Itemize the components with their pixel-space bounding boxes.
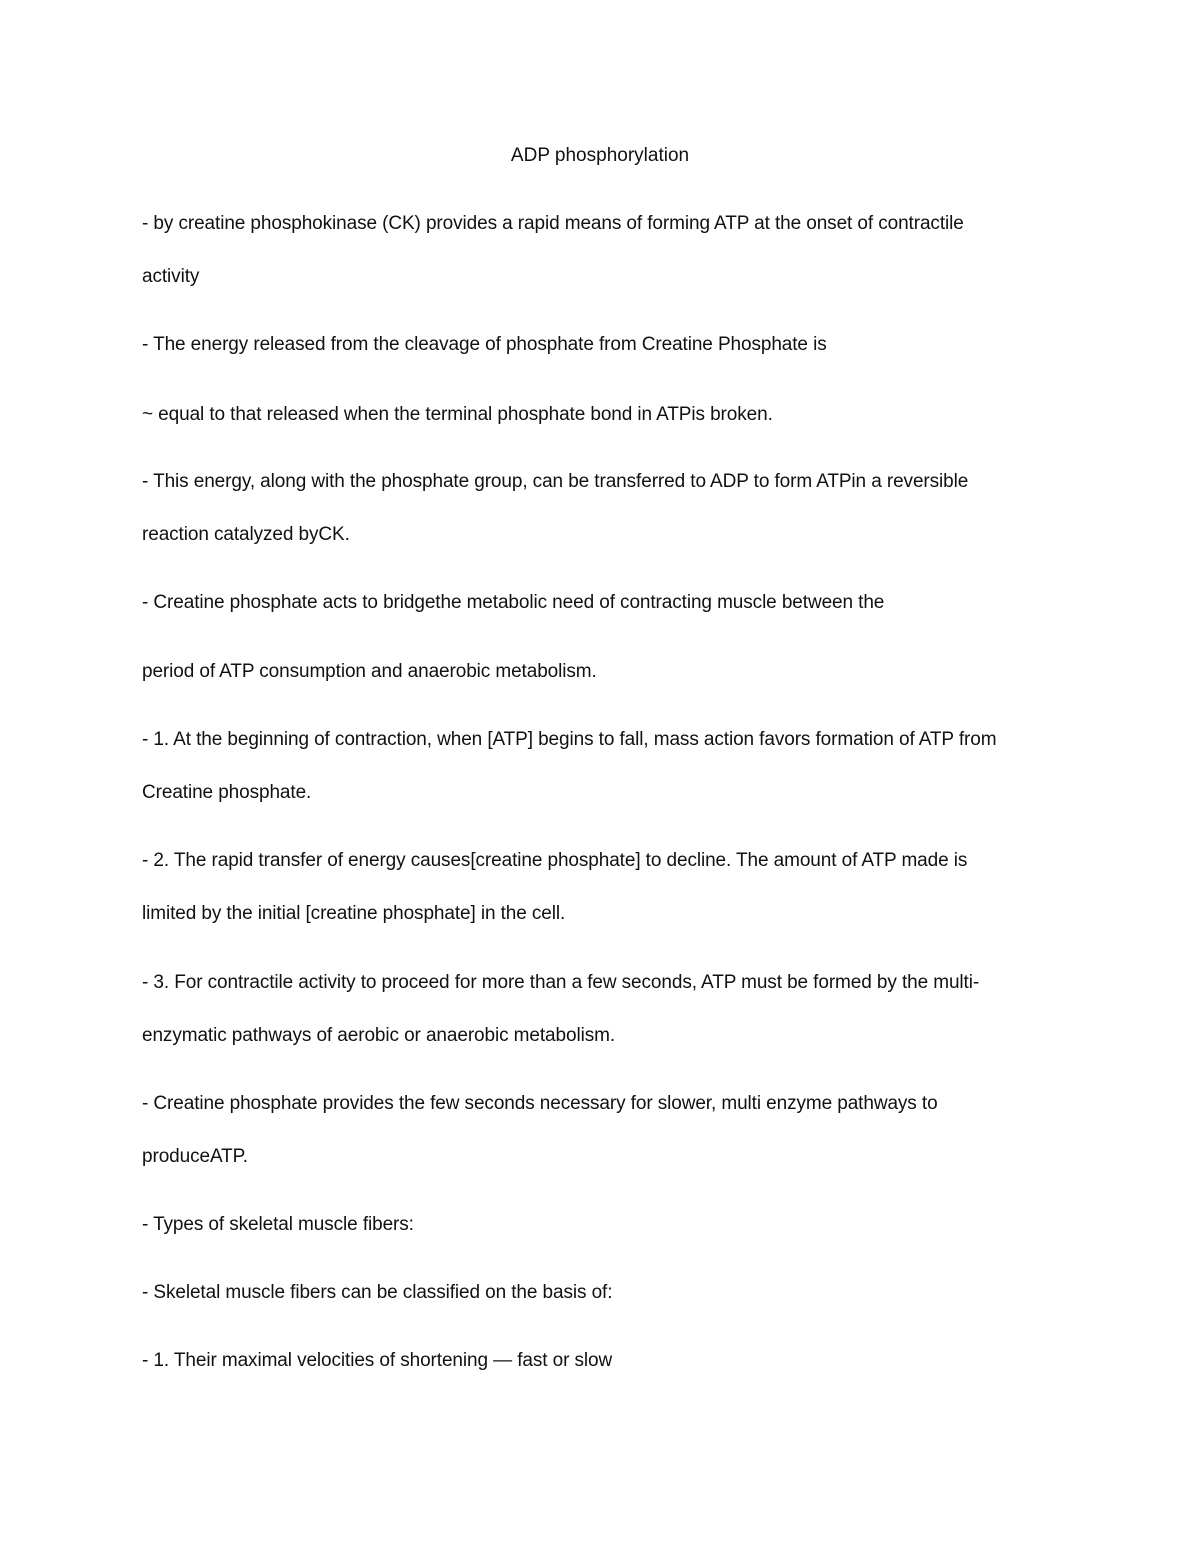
body-line-15: - Creatine phosphate provides the few seconds necessary for slower, multi enzyme pathways to [142, 1093, 938, 1114]
body-line-18: - Skeletal muscle fibers can be classified on the basis of: [142, 1282, 613, 1303]
body-line-2: activity [142, 266, 200, 287]
body-line-7: - Creatine phosphate acts to bridgethe metabolic need of contracting muscle between the [142, 592, 885, 613]
body-line-3: - The energy released from the cleavage of phosphate from Creatine Phosphate is [142, 334, 827, 355]
body-line-9: - 1. At the beginning of contraction, when [ATP] begins to fall, mass action favors formation of ATP from [142, 729, 997, 750]
body-line-5: - This energy, along with the phosphate group, can be transferred to ADP to form ATPin a reversible [142, 471, 969, 492]
body-line-1: - by creatine phosphokinase (CK) provides a rapid means of forming ATP at the onset of contractile [142, 213, 964, 234]
body-line-12: limited by the initial [creatine phosphate] in the cell. [142, 903, 566, 924]
body-line-13: - 3. For contractile activity to proceed for more than a few seconds, ATP must be formed by the multi- [142, 972, 980, 993]
body-line-14: enzymatic pathways of aerobic or anaerobic metabolism. [142, 1025, 615, 1046]
body-line-6: reaction catalyzed byCK. [142, 524, 350, 545]
body-line-19: - 1. Their maximal velocities of shortening — fast or slow [142, 1350, 613, 1371]
body-line-17: - Types of skeletal muscle fibers: [142, 1214, 414, 1235]
body-line-16: produceATP. [142, 1146, 248, 1167]
document-title: ADP phosphorylation [510, 145, 690, 166]
body-line-8: period of ATP consumption and anaerobic metabolism. [142, 661, 597, 682]
body-line-11: - 2. The rapid transfer of energy causes[creatine phosphate] to decline. The amount of ATP made is [142, 850, 968, 871]
body-line-10: Creatine phosphate. [142, 782, 312, 803]
body-line-4: ~ equal to that released when the terminal phosphate bond in ATPis broken. [142, 404, 773, 425]
